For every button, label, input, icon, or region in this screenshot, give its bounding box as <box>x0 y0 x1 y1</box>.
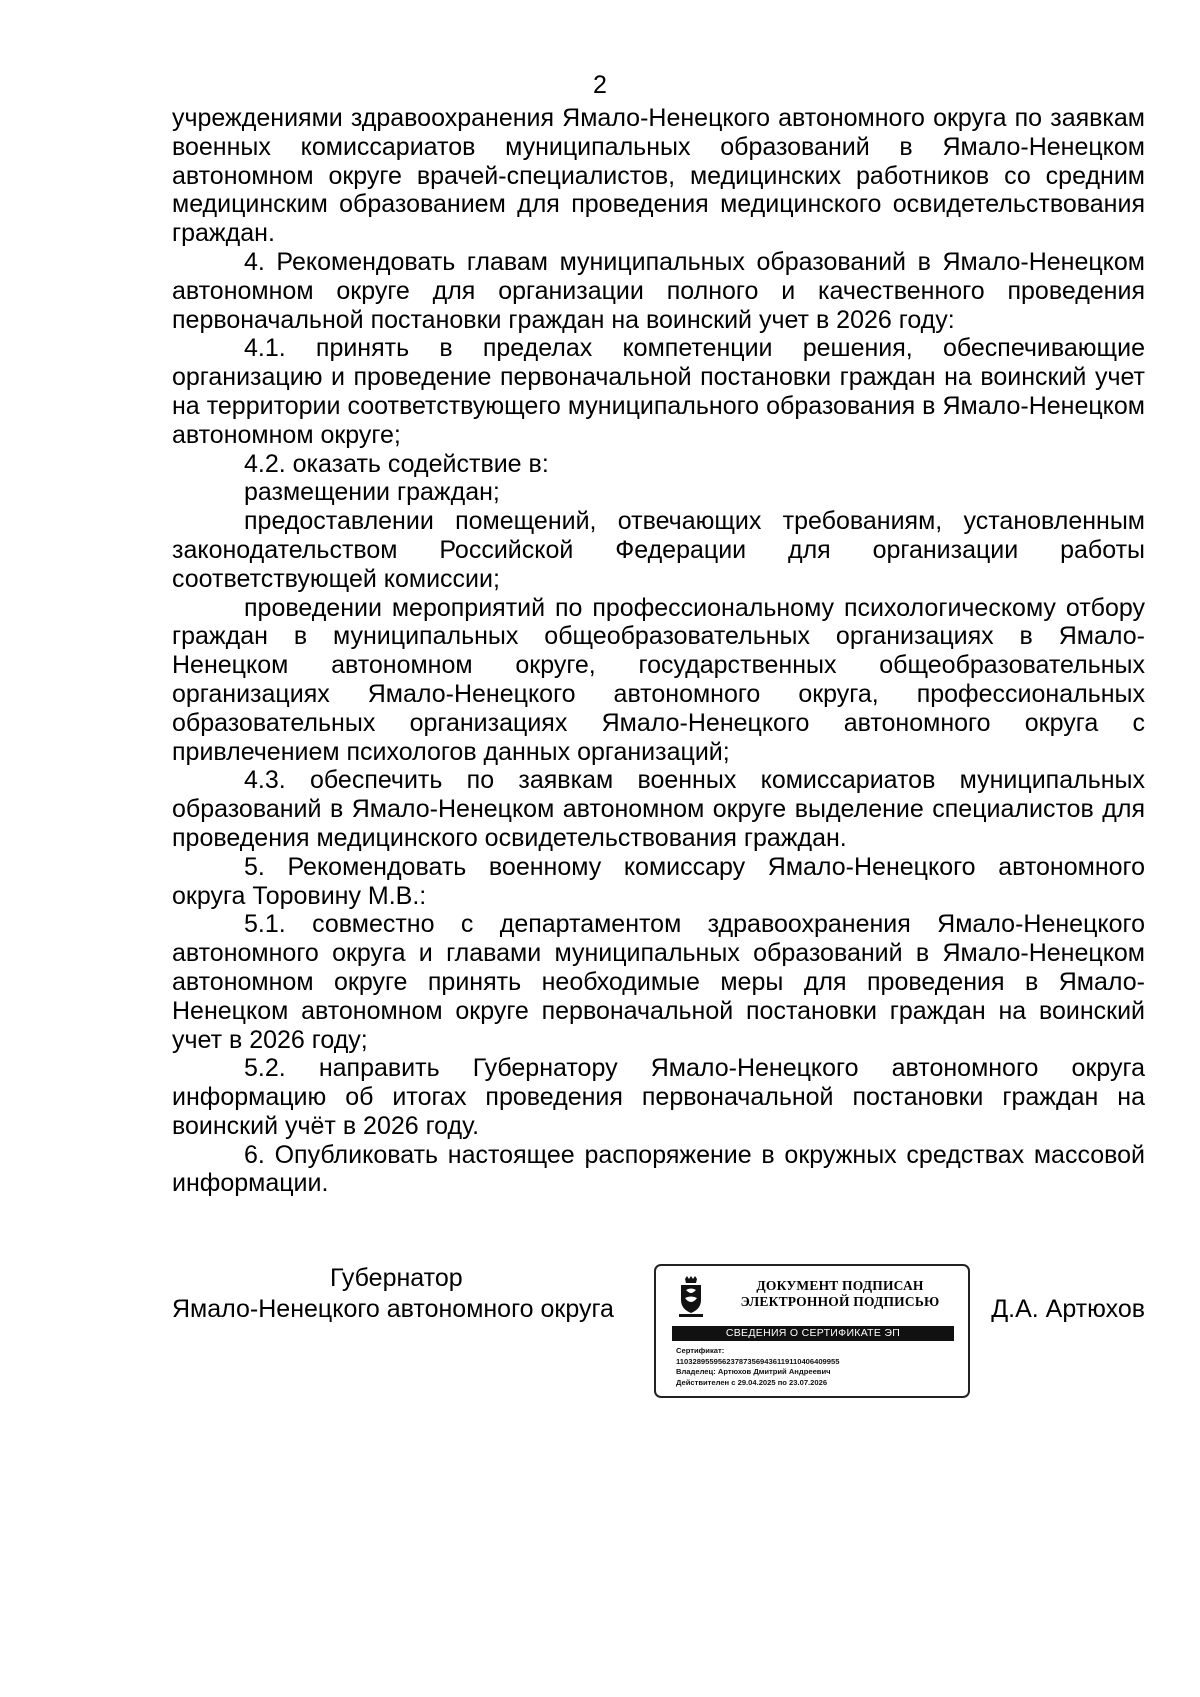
page-number: 2 <box>593 71 607 99</box>
signer-organization: Ямало-Ненецкого автономного округа <box>172 1295 614 1323</box>
stamp-certificate-bar: СВЕДЕНИЯ О СЕРТИФИКАТЕ ЭП <box>672 1326 954 1341</box>
coat-of-arms-icon <box>676 1276 706 1318</box>
stamp-certificate-info <box>676 1346 961 1388</box>
paragraph-item-4-1: 4.1. принять в пределах компетенции решения, обеспечивающие организацию и проведение первоначальной постановки граждан на воинский учет на территории соответствующего муниципального образования в Ямало-Ненецком автономном округе; <box>172 334 1145 449</box>
paragraph-item-5-2: 5.2. направить Губернатору Ямало-Ненецкого автономного округа информацию об итогах проведения первоначальной постановки граждан на воинский учёт в 2026 году. <box>172 1054 1145 1140</box>
signer-title: Губернатор <box>330 1264 463 1292</box>
paragraph-item-4: 4. Рекомендовать главам муниципальных образований в Ямало-Ненецком автономном округе для организации полного и качественного проведения первоначальной постановки граждан на воинский учет в 2026 году: <box>172 247 1145 334</box>
electronic-signature-stamp <box>654 1264 970 1398</box>
certificate-validity: Действителен с 29.04.2025 по 23.07.2026 <box>676 1377 828 1387</box>
paragraph-item-4-3: 4.3. обеспечить по заявкам военных комиссариатов муниципальных образований в Ямало-Ненецком автономном округе выделение специалистов для проведения медицинского освидетельствования граждан. <box>172 766 1145 852</box>
stamp-header <box>720 1278 960 1310</box>
paragraph-item-4-2: 4.2. оказать содействие в: <box>244 449 549 478</box>
paragraph-item-4-2-c: проведении мероприятий по профессиональному психологическому отбору граждан в муниципальных общеобразовательных организациях в Ямало-Ненецком автономном округе, государственных общеобразовательных организациях Ямало-Ненецкого автономного округа, профессиональных образовательных организациях Ямало-Ненецкого автономного округа с привлечением психологов данных организаций; <box>172 593 1145 766</box>
certificate-owner: Владелец: Артюхов Дмитрий Андреевич <box>676 1367 831 1377</box>
certificate-number: 11032895595623787356943611911040640995​5 <box>676 1356 840 1366</box>
paragraph-item-4-2-a: размещении граждан; <box>244 478 500 507</box>
document-body <box>172 104 1145 1198</box>
paragraph-item-4-2-b: предоставлении помещений, отвечающих требованиям, установленным законодательством Российской Федерации для организации работы соответствующей комиссии; <box>172 507 1145 593</box>
paragraph-item-5-1: 5.1. совместно с департаментом здравоохранения Ямало-Ненецкого автономного округа и главами муниципальных образований в Ямало-Ненецком автономном округе принять необходимые меры для проведения в Ямало-Ненецком автономном округе первоначальной постановки граждан на воинский учет в 2026 году; <box>172 910 1145 1054</box>
certificate-label: Сертификат: <box>676 1346 725 1355</box>
paragraph-item-5: 5. Рекомендовать военному комиссару Ямало-Ненецкого автономного округа Торовину М.В.: <box>172 852 1145 910</box>
paragraph-item-6: 6. Опубликовать настоящее распоряжение в окружных средствах массовой информации. <box>172 1140 1145 1198</box>
stamp-header-line2: ЭЛЕКТРОННОЙ ПОДПИСЬЮ <box>740 1294 940 1309</box>
paragraph-continuation: учреждениями здравоохранения Ямало-Ненецкого автономного округа по заявкам военных комиссариатов муниципальных образований в Ямало-Ненецком автономном округе врачей-специалистов, медицинских работников со средним медицинским образованием для проведения медицинского освидетельствования граждан. <box>172 104 1145 248</box>
signer-name: Д.А. Артюхов <box>991 1295 1145 1323</box>
stamp-header-line1: ДОКУМЕНТ ПОДПИСАН <box>756 1278 924 1293</box>
